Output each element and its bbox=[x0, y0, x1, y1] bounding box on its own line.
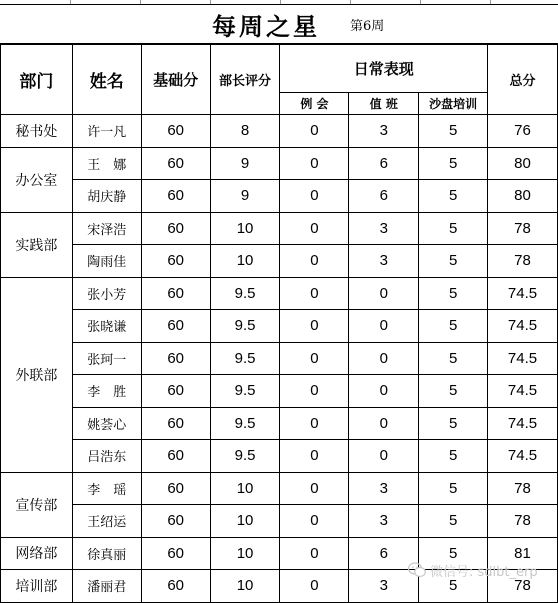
base-score: 60 bbox=[141, 277, 210, 310]
table-row bbox=[1, 245, 558, 278]
table-row bbox=[1, 505, 558, 538]
training-score: 5 bbox=[419, 147, 488, 180]
total-score: 78 bbox=[488, 570, 558, 603]
training-score: 5 bbox=[419, 472, 488, 505]
title-row bbox=[0, 4, 558, 44]
base-score: 60 bbox=[141, 472, 210, 505]
minister-score: 9.5 bbox=[210, 277, 280, 310]
meeting-score: 0 bbox=[280, 310, 349, 343]
meeting-score: 0 bbox=[280, 147, 349, 180]
duty-score: 6 bbox=[349, 537, 419, 570]
total-score: 78 bbox=[488, 505, 558, 538]
minister-score: 9.5 bbox=[210, 375, 280, 408]
base-score: 60 bbox=[141, 407, 210, 440]
duty-score: 6 bbox=[349, 180, 419, 213]
base-score: 60 bbox=[141, 212, 210, 245]
minister-score: 9.5 bbox=[210, 310, 280, 343]
dept-cell: 外联部 bbox=[1, 277, 73, 472]
week-label: 第6周 bbox=[350, 19, 385, 34]
duty-score: 0 bbox=[349, 310, 419, 343]
duty-score: 0 bbox=[349, 342, 419, 375]
base-score: 60 bbox=[141, 375, 210, 408]
dept-cell: 办公室 bbox=[1, 147, 73, 212]
meeting-score: 0 bbox=[280, 115, 349, 148]
base-score: 60 bbox=[141, 180, 210, 213]
dept-cell: 培训部 bbox=[1, 570, 73, 603]
header-total: 总分 bbox=[488, 45, 558, 115]
duty-score: 0 bbox=[349, 440, 419, 473]
table-row bbox=[1, 147, 558, 180]
table-row bbox=[1, 180, 558, 213]
training-score: 5 bbox=[419, 537, 488, 570]
wechat-watermark bbox=[408, 558, 538, 582]
table-row bbox=[1, 472, 558, 505]
table-row bbox=[1, 310, 558, 343]
table-row bbox=[1, 115, 558, 148]
table-row bbox=[1, 375, 558, 408]
table-row bbox=[1, 407, 558, 440]
member-name: 张晓谦 bbox=[72, 310, 141, 343]
member-name: 许一凡 bbox=[72, 115, 141, 148]
total-score: 76 bbox=[488, 115, 558, 148]
member-name: 宋泽浩 bbox=[72, 212, 141, 245]
training-score: 5 bbox=[419, 342, 488, 375]
total-score: 78 bbox=[488, 212, 558, 245]
duty-score: 0 bbox=[349, 375, 419, 408]
minister-score: 10 bbox=[210, 212, 280, 245]
member-name: 张小芳 bbox=[72, 277, 141, 310]
minister-score: 9.5 bbox=[210, 440, 280, 473]
total-score: 81 bbox=[488, 537, 558, 570]
total-score: 74.5 bbox=[488, 277, 558, 310]
training-score: 5 bbox=[419, 277, 488, 310]
member-name: 王 娜 bbox=[72, 147, 141, 180]
meeting-score: 0 bbox=[280, 440, 349, 473]
header-meeting: 例 会 bbox=[280, 93, 349, 115]
base-score: 60 bbox=[141, 310, 210, 343]
member-name: 陶雨佳 bbox=[72, 245, 141, 278]
training-score: 5 bbox=[419, 407, 488, 440]
meeting-score: 0 bbox=[280, 180, 349, 213]
duty-score: 0 bbox=[349, 277, 419, 310]
member-name: 李 瑶 bbox=[72, 472, 141, 505]
minister-score: 10 bbox=[210, 537, 280, 570]
meeting-score: 0 bbox=[280, 375, 349, 408]
meeting-score: 0 bbox=[280, 342, 349, 375]
header-name: 姓名 bbox=[72, 45, 141, 115]
meeting-score: 0 bbox=[280, 505, 349, 538]
training-score: 5 bbox=[419, 180, 488, 213]
base-score: 60 bbox=[141, 245, 210, 278]
minister-score: 9 bbox=[210, 180, 280, 213]
duty-score: 3 bbox=[349, 245, 419, 278]
minister-score: 10 bbox=[210, 472, 280, 505]
total-score: 74.5 bbox=[488, 342, 558, 375]
total-score: 74.5 bbox=[488, 310, 558, 343]
total-score: 74.5 bbox=[488, 375, 558, 408]
minister-score: 10 bbox=[210, 245, 280, 278]
training-score: 5 bbox=[419, 115, 488, 148]
total-score: 78 bbox=[488, 245, 558, 278]
training-score: 5 bbox=[419, 440, 488, 473]
minister-score: 10 bbox=[210, 505, 280, 538]
table-row bbox=[1, 277, 558, 310]
minister-score: 9.5 bbox=[210, 342, 280, 375]
watermark-text: 微信号: sdlbt_erp bbox=[430, 564, 538, 580]
header-training: 沙盘培训 bbox=[419, 93, 488, 115]
training-score: 5 bbox=[419, 375, 488, 408]
header-base: 基础分 bbox=[141, 45, 210, 115]
duty-score: 3 bbox=[349, 570, 419, 603]
total-score: 80 bbox=[488, 180, 558, 213]
duty-score: 0 bbox=[349, 407, 419, 440]
header-duty: 值 班 bbox=[349, 93, 419, 115]
table-row bbox=[1, 212, 558, 245]
training-score: 5 bbox=[419, 310, 488, 343]
member-name: 王绍运 bbox=[72, 505, 141, 538]
member-name: 姚荟心 bbox=[72, 407, 141, 440]
table-row bbox=[1, 342, 558, 375]
training-score: 5 bbox=[419, 212, 488, 245]
page-title: 每周之星 bbox=[212, 12, 320, 41]
member-name: 李 胜 bbox=[72, 375, 141, 408]
member-name: 吕浩东 bbox=[72, 440, 141, 473]
table-row bbox=[1, 440, 558, 473]
duty-score: 3 bbox=[349, 115, 419, 148]
base-score: 60 bbox=[141, 505, 210, 538]
base-score: 60 bbox=[141, 570, 210, 603]
minister-score: 8 bbox=[210, 115, 280, 148]
header-minister: 部长评分 bbox=[210, 45, 280, 115]
dept-cell: 秘书处 bbox=[1, 115, 73, 148]
meeting-score: 0 bbox=[280, 570, 349, 603]
total-score: 80 bbox=[488, 147, 558, 180]
base-score: 60 bbox=[141, 537, 210, 570]
training-score: 5 bbox=[419, 245, 488, 278]
training-score: 5 bbox=[419, 570, 488, 603]
dept-cell: 宣传部 bbox=[1, 472, 73, 537]
total-score: 74.5 bbox=[488, 407, 558, 440]
score-table bbox=[0, 44, 558, 603]
header-daily: 日常表现 bbox=[280, 45, 488, 93]
meeting-score: 0 bbox=[280, 245, 349, 278]
duty-score: 3 bbox=[349, 212, 419, 245]
total-score: 74.5 bbox=[488, 440, 558, 473]
meeting-score: 0 bbox=[280, 407, 349, 440]
member-name: 胡庆静 bbox=[72, 180, 141, 213]
meeting-score: 0 bbox=[280, 277, 349, 310]
duty-score: 6 bbox=[349, 147, 419, 180]
total-score: 78 bbox=[488, 472, 558, 505]
meeting-score: 0 bbox=[280, 212, 349, 245]
base-score: 60 bbox=[141, 147, 210, 180]
header-dept: 部门 bbox=[1, 45, 73, 115]
dept-cell: 实践部 bbox=[1, 212, 73, 277]
minister-score: 10 bbox=[210, 570, 280, 603]
member-name: 张珂一 bbox=[72, 342, 141, 375]
member-name: 潘丽君 bbox=[72, 570, 141, 603]
dept-cell: 网络部 bbox=[1, 537, 73, 570]
wechat-icon bbox=[408, 562, 426, 578]
meeting-score: 0 bbox=[280, 537, 349, 570]
training-score: 5 bbox=[419, 505, 488, 538]
base-score: 60 bbox=[141, 342, 210, 375]
meeting-score: 0 bbox=[280, 472, 349, 505]
base-score: 60 bbox=[141, 115, 210, 148]
duty-score: 3 bbox=[349, 505, 419, 538]
member-name: 徐真丽 bbox=[72, 537, 141, 570]
minister-score: 9.5 bbox=[210, 407, 280, 440]
base-score: 60 bbox=[141, 440, 210, 473]
duty-score: 3 bbox=[349, 472, 419, 505]
minister-score: 9 bbox=[210, 147, 280, 180]
